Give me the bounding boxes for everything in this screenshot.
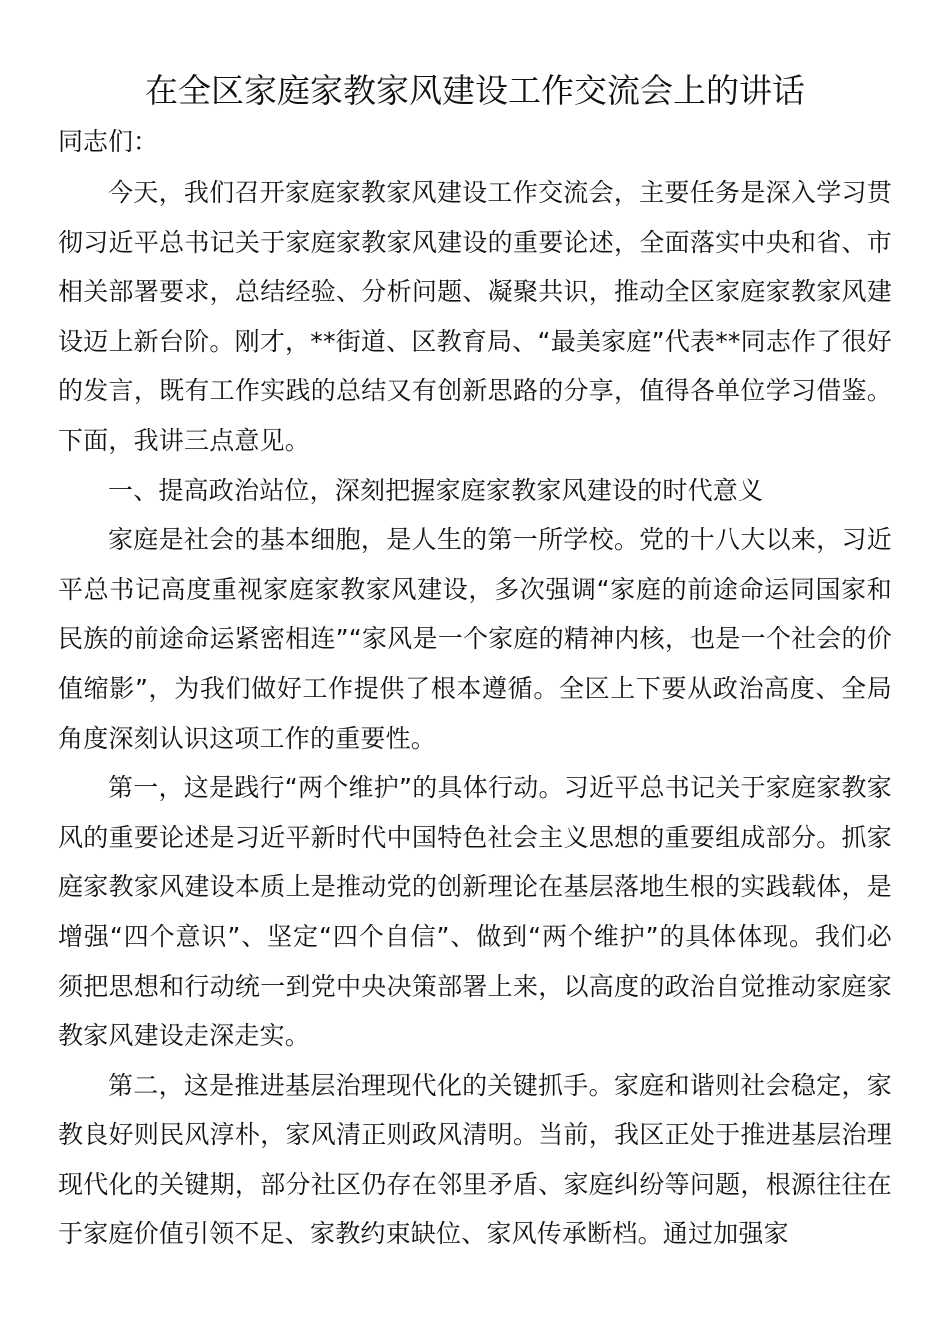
paragraph-point-one: 第一，这是践行“两个维护”的具体行动。习近平总书记关于家庭家教家风的重要论述是习近平新时代中国特色社会主义思想的重要组成部分。抓家庭家教家风建设本质上是推动党的创新理论在基层落地生根的实践载体，是增强“四个意识”、坚定“四个自信”、做到“两个维护”的具体体现。我们必须把思想和行动统一到党中央决策部署上来，以高度的政治自觉推动家庭家教家风建设走深走实。 <box>58 773 892 1051</box>
salutation: 同志们： <box>58 127 159 156</box>
document-body <box>58 122 892 1259</box>
paragraph-point-two: 第二，这是推进基层治理现代化的关键抓手。家庭和谐则社会稳定，家教良好则民风淳朴，家风清正则政风清明。当前，我区正处于推进基层治理现代化的关键期，部分社区仍存在邻里矛盾、家庭纠纷等问题，根源往往在于家庭价值引领不足、家教约束缺位、家风传承断档。通过加强家 <box>58 1070 892 1249</box>
paragraph-opening: 今天，我们召开家庭家教家风建设工作交流会，主要任务是深入学习贯彻习近平总书记关于家庭家教家风建设的重要论述，全面落实中央和省、市相关部署要求，总结经验、分析问题、凝聚共识，推动全区家庭家教家风建设迈上新台阶。刚才，**街道、区教育局、“最美家庭”代表**同志作了很好的发言，既有工作实践的总结又有创新思路的分享，值得各单位学习借鉴。下面，我讲三点意见。 <box>58 178 892 455</box>
paragraph-family-significance: 家庭是社会的基本细胞，是人生的第一所学校。党的十八大以来，习近平总书记高度重视家庭家教家风建设，多次强调“家庭的前途命运同国家和民族的前途命运紧密相连”“家风是一个家庭的精神内核，也是一个社会的价值缩影”，为我们做好工作提供了根本遵循。全区上下要从政治高度、全局角度深刻认识这项工作的重要性。 <box>58 525 892 753</box>
document-title: 在全区家庭家教家风建设工作交流会上的讲话 <box>145 71 805 110</box>
section-heading-one: 一、提高政治站位，深刻把握家庭家教家风建设的时代意义 <box>108 475 764 505</box>
